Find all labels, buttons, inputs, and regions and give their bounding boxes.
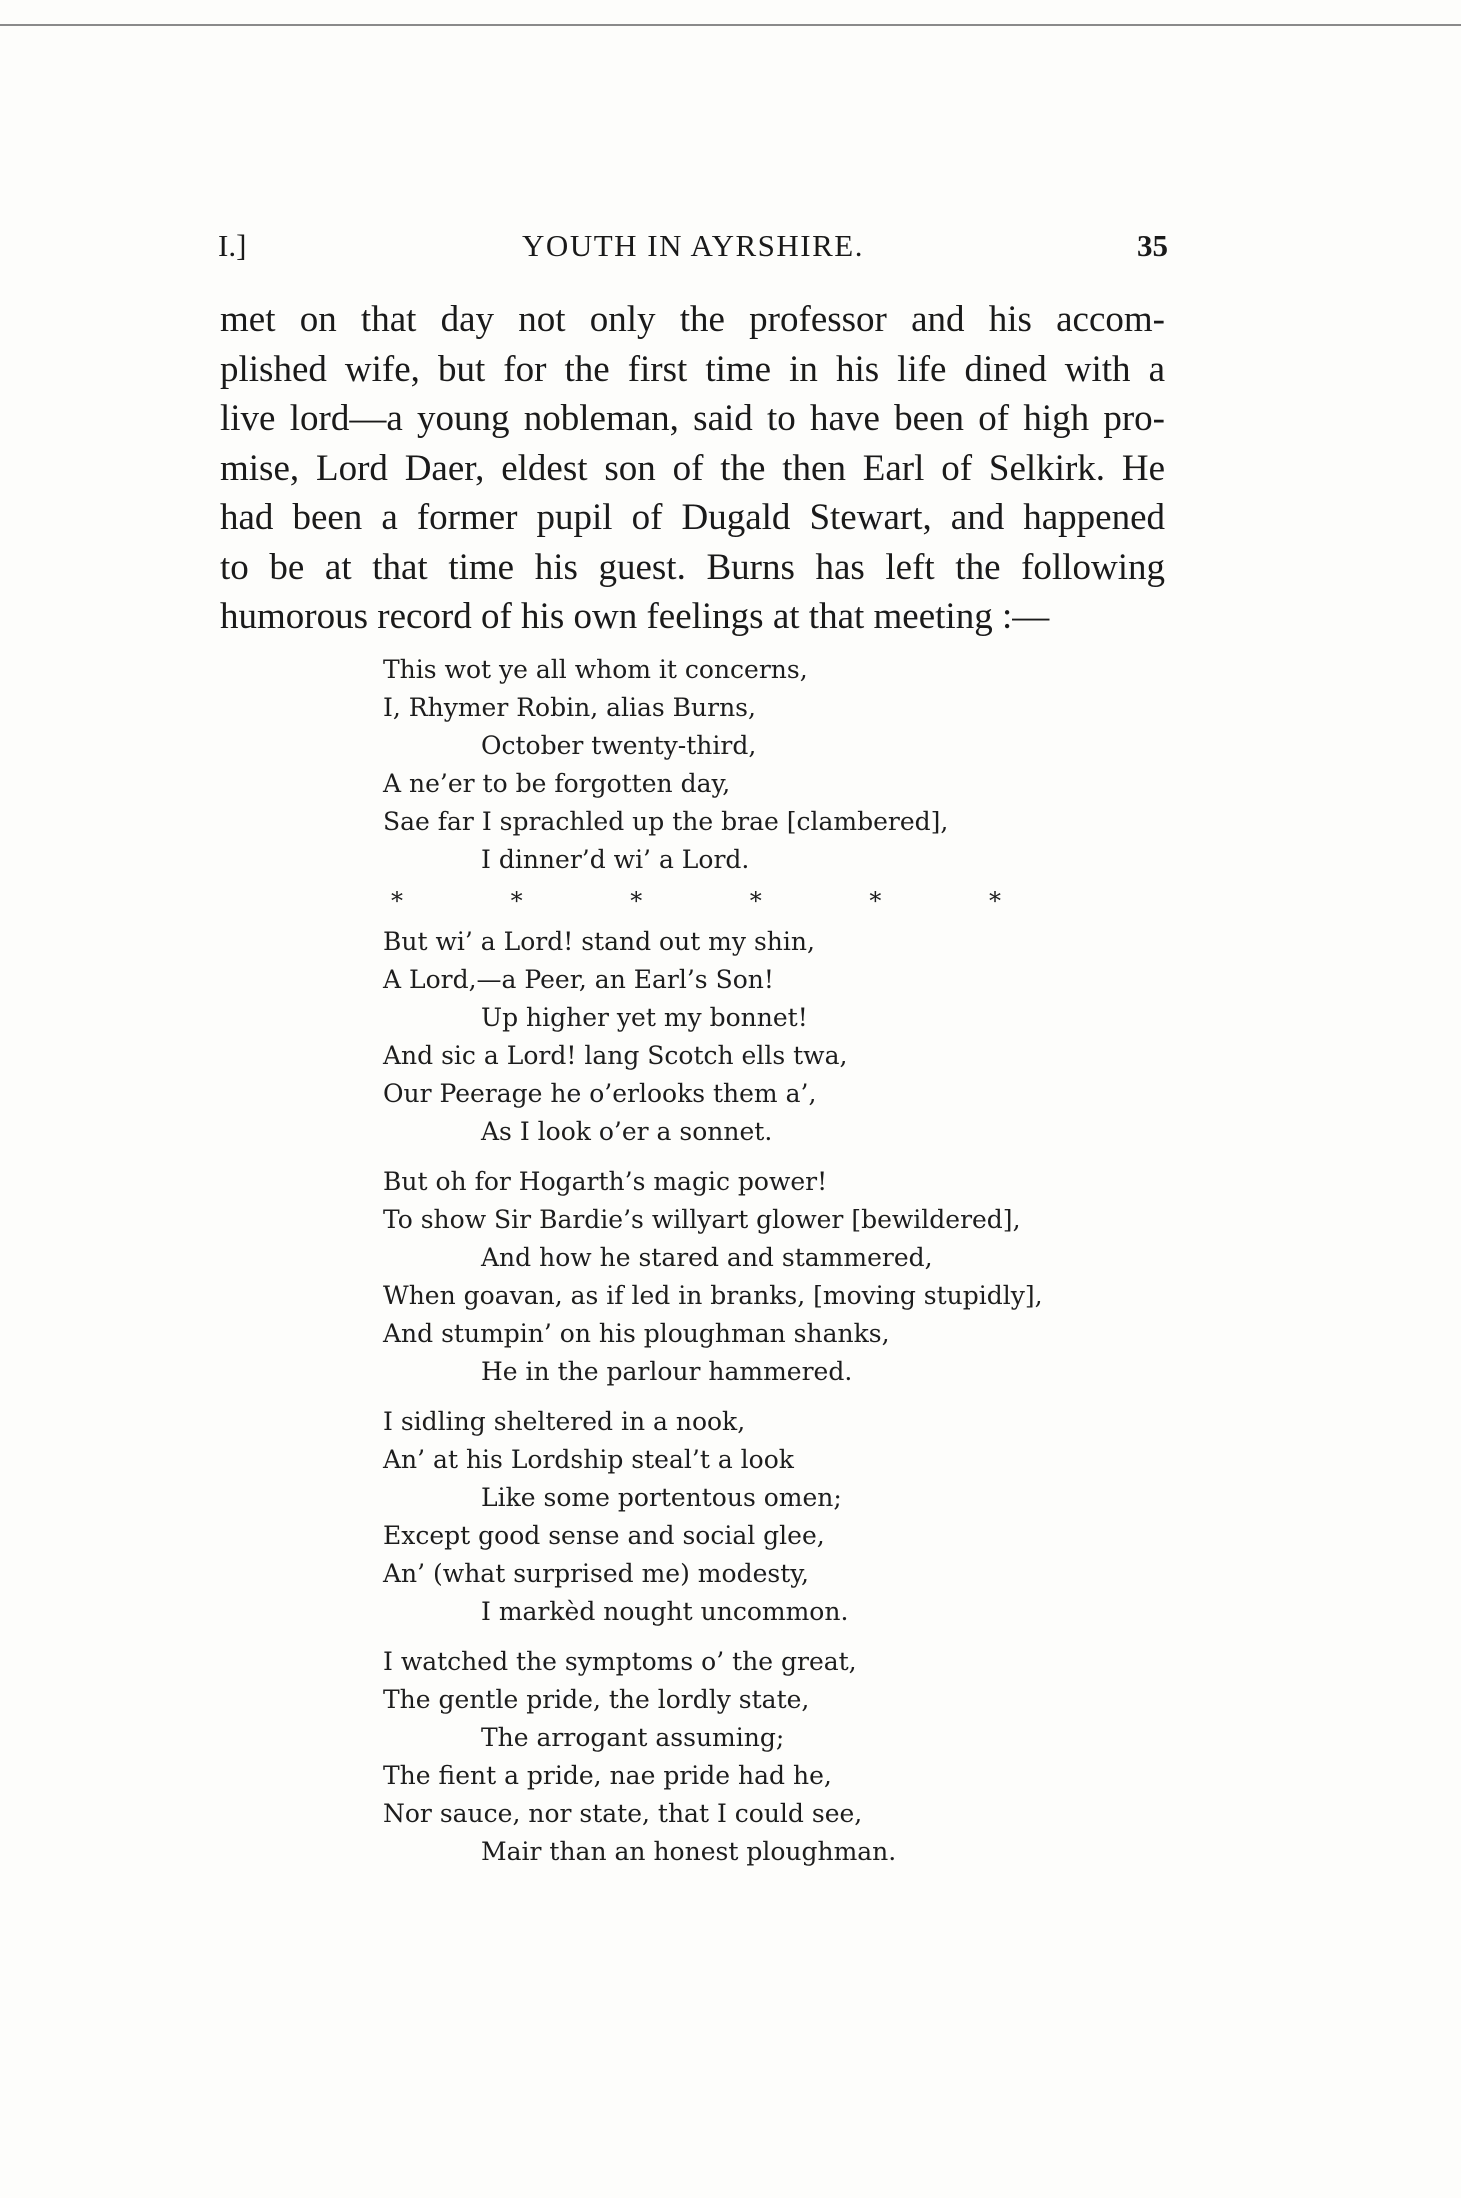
asterisk: * — [391, 887, 403, 915]
poem-line: But wi’ a Lord! stand out my shin, — [383, 927, 815, 956]
poem-line: The fient a pride, nae pride had he, — [383, 1761, 832, 1790]
asterisk: * — [749, 887, 762, 915]
poem-line: I, Rhymer Robin, alias Burns, — [383, 693, 756, 722]
chapter-marker: I.] — [218, 228, 247, 263]
page-top-rule — [0, 24, 1461, 26]
prose-line: to be at that time his guest. Burns has left the following — [220, 546, 1165, 588]
poem-line: And sic a Lord! lang Scotch ells twa, — [383, 1041, 848, 1070]
poem-stanza — [383, 923, 1143, 1151]
poem-line: Our Peerage he o’erlooks them a’, — [383, 1079, 817, 1108]
poem-stanza — [383, 651, 1143, 879]
poem-line: Nor sauce, nor state, that I could see, — [383, 1799, 863, 1828]
poem-line: As I look o’er a sonnet. — [481, 1117, 773, 1146]
poem-line: This wot ye all whom it concerns, — [383, 655, 808, 684]
running-title: YOUTH IN AYRSHIRE. — [522, 228, 864, 263]
poem-line: To show Sir Bardie’s willyart glower [bewildered], — [383, 1205, 1021, 1234]
poem-line: A Lord,—a Peer, an Earl’s Son! — [383, 965, 774, 994]
poem-line: I sidling sheltered in a nook, — [383, 1407, 746, 1436]
page-number: 35 — [1137, 228, 1168, 263]
poem-line: The arrogant assuming; — [481, 1723, 785, 1752]
poem-line: A ne’er to be forgotten day, — [383, 769, 731, 798]
asterisk: * — [630, 887, 643, 915]
poem-line: Like some portentous omen; — [481, 1483, 842, 1512]
prose-paragraph — [220, 295, 1165, 642]
prose-line: humorous record of his own feelings at that meeting :— — [220, 596, 1050, 637]
poem-line: October twenty-third, — [481, 731, 757, 760]
poem-line: Mair than an honest ploughman. — [481, 1837, 897, 1866]
poem — [383, 651, 1143, 1883]
poem-line: And how he stared and stammered, — [481, 1243, 933, 1272]
asterisk: * — [869, 887, 882, 915]
poem-line: The gentle pride, the lordly state, — [383, 1685, 810, 1714]
poem-stanza — [383, 1403, 1143, 1631]
asterisk-break — [383, 881, 1001, 921]
poem-line: An’ at his Lordship steal’t a look — [383, 1445, 794, 1474]
prose-line: had been a former pupil of Dugald Stewart, and happened — [220, 497, 1165, 538]
prose-line: plished wife, but for the first time in his life dined with a — [220, 348, 1165, 390]
prose-line: met on that day not only the professor and his accom- — [220, 299, 1165, 340]
poem-line: Sae far I sprachled up the brae [clambered], — [383, 807, 949, 836]
poem-stanza — [383, 1643, 1143, 1871]
poem-line: Up higher yet my bonnet! — [481, 1003, 808, 1032]
asterisk: * — [510, 887, 523, 915]
poem-line: He in the parlour hammered. — [481, 1357, 853, 1386]
poem-line: And stumpin’ on his ploughman shanks, — [383, 1319, 890, 1348]
poem-line: I watched the symptoms o’ the great, — [383, 1647, 857, 1676]
poem-line: I dinner’d wi’ a Lord. — [481, 845, 750, 874]
poem-line: I markèd nought uncommon. — [481, 1597, 849, 1626]
poem-line: When goavan, as if led in branks, [moving stupidly], — [383, 1281, 1043, 1310]
prose-line: live lord—a young nobleman, said to have been of high pro- — [220, 398, 1165, 439]
prose-line: mise, Lord Daer, eldest son of the then Earl of Selkirk. He — [220, 447, 1165, 489]
poem-line: An’ (what surprised me) modesty, — [383, 1559, 809, 1588]
poem-line: But oh for Hogarth’s magic power! — [383, 1167, 828, 1196]
running-head — [218, 228, 1168, 268]
poem-stanza — [383, 1163, 1143, 1391]
asterisk: * — [988, 887, 1001, 915]
poem-line: Except good sense and social glee, — [383, 1521, 825, 1550]
